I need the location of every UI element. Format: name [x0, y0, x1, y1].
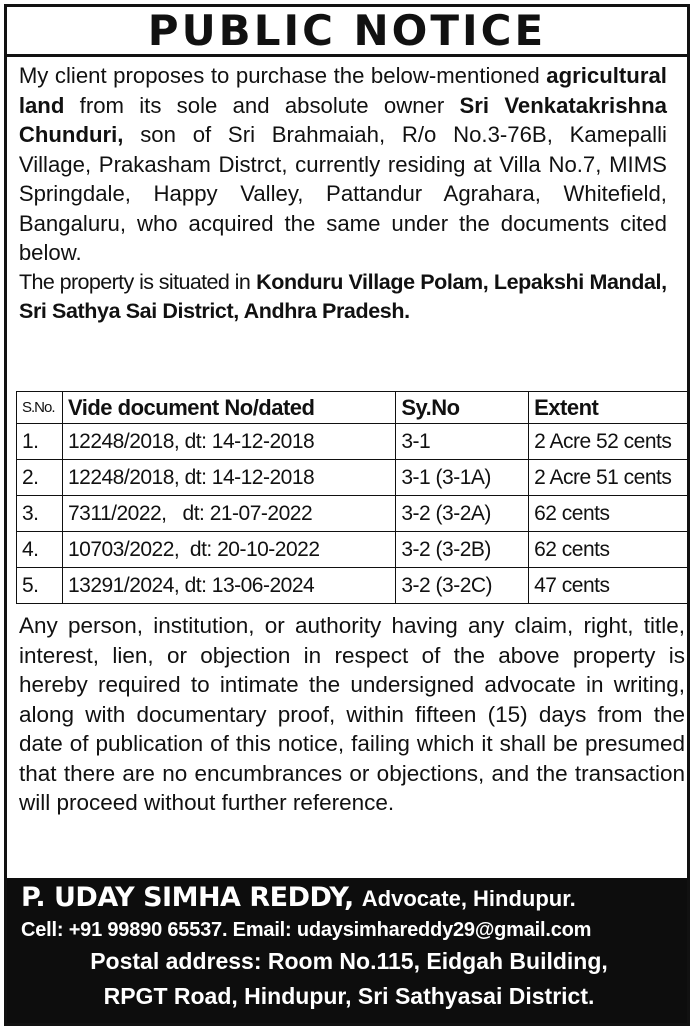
intro-text-3: son of Sri Brahmaiah, R/o No.3-76B, Kamepalli Village, Prakasham Distrct, currently residing at Villa No.7, MIMS Springdale, Happy Valley, Pattandur Agrahara, Whitefield, Bangaluru, who acquired the same under the documents cited below. — [18, 122, 667, 265]
property-place: Konduru Village Polam, Lepakshi Mandal, Sri Sathya Sai District, Andhra Pradesh. — [19, 269, 667, 323]
table-row — [17, 460, 690, 496]
cell-extent: 2 Acre 52 cents — [529, 424, 690, 460]
cell-sno: 1. — [17, 424, 63, 460]
table-row — [17, 424, 690, 460]
cell-document: 7311/2022, dt: 21-07-2022 — [62, 496, 395, 532]
cell-sno: 5. — [17, 568, 63, 604]
advocate-name: P. UDAY SIMHA REDDY, — [21, 882, 354, 913]
advocate-role: Advocate, Hindupur. — [361, 886, 576, 911]
cell-sno: 3. — [17, 496, 63, 532]
cell-extent: 2 Acre 51 cents — [529, 460, 690, 496]
cell-document: 13291/2024, dt: 13-06-2024 — [62, 568, 395, 604]
postal-address-line-1: Postal address: Room No.115, Eidgah Building, — [90, 948, 608, 974]
advocate-line — [21, 882, 677, 913]
intro-paragraph — [7, 57, 677, 268]
property-location — [7, 268, 687, 326]
cell-document: 12248/2018, dt: 14-12-2018 — [62, 460, 395, 496]
cell-document: 12248/2018, dt: 14-12-2018 — [62, 424, 395, 460]
contact-details: Cell: +91 99890 65537. Email: udaysimhareddy29@gmail.com — [21, 919, 592, 941]
cell-syno: 3-2 (3-2C) — [396, 568, 529, 604]
header-extent: Extent — [529, 392, 690, 424]
cell-extent: 62 cents — [529, 532, 690, 568]
cell-syno: 3-2 (3-2B) — [396, 532, 529, 568]
notice-title: PUBLIC NOTICE — [7, 7, 687, 57]
property-lead: The property is situated in — [19, 269, 251, 294]
header-syno: Sy.No — [396, 392, 529, 424]
claim-paragraph: Any person, institution, or authority having any claim, right, title, interest, lien, or objection in respect of the above property is hereby required to intimate the undersigned advocate in writing, along with documentary proof, within fifteen (15) days from the date of publication of this notice, failing which it shall be presumed that there are no encumbrances or objections, and the transaction will proceed without further reference. — [19, 613, 685, 815]
table-row — [17, 532, 690, 568]
table-row — [17, 568, 690, 604]
cell-sno: 2. — [17, 460, 63, 496]
cell-syno: 3-2 (3-2A) — [396, 496, 529, 532]
owner-name: Sri Venkatakrishna Chunduri, — [18, 92, 667, 147]
table-row — [17, 496, 690, 532]
cell-extent: 47 cents — [529, 568, 690, 604]
documents-table — [16, 391, 690, 604]
intro-text-2: from its sole and absolute owner — [79, 92, 445, 118]
cell-syno: 3-1 — [396, 424, 529, 460]
public-notice — [4, 4, 690, 1026]
cell-extent: 62 cents — [529, 496, 690, 532]
cell-sno: 4. — [17, 532, 63, 568]
postal-address-line-2: RPGT Road, Hindupur, Sri Sathyasai District. — [103, 983, 595, 1009]
land-type: agricultural land — [18, 63, 667, 118]
cell-document: 10703/2022, dt: 20-10-2022 — [62, 532, 395, 568]
intro-text-1: My client proposes to purchase the below-mentioned — [18, 63, 540, 88]
cell-syno: 3-1 (3-1A) — [396, 460, 529, 496]
header-document: Vide document No/dated — [62, 392, 395, 424]
header-sno: S.No. — [17, 392, 63, 424]
advocate-footer — [7, 878, 687, 1023]
table-header-row — [17, 392, 690, 424]
